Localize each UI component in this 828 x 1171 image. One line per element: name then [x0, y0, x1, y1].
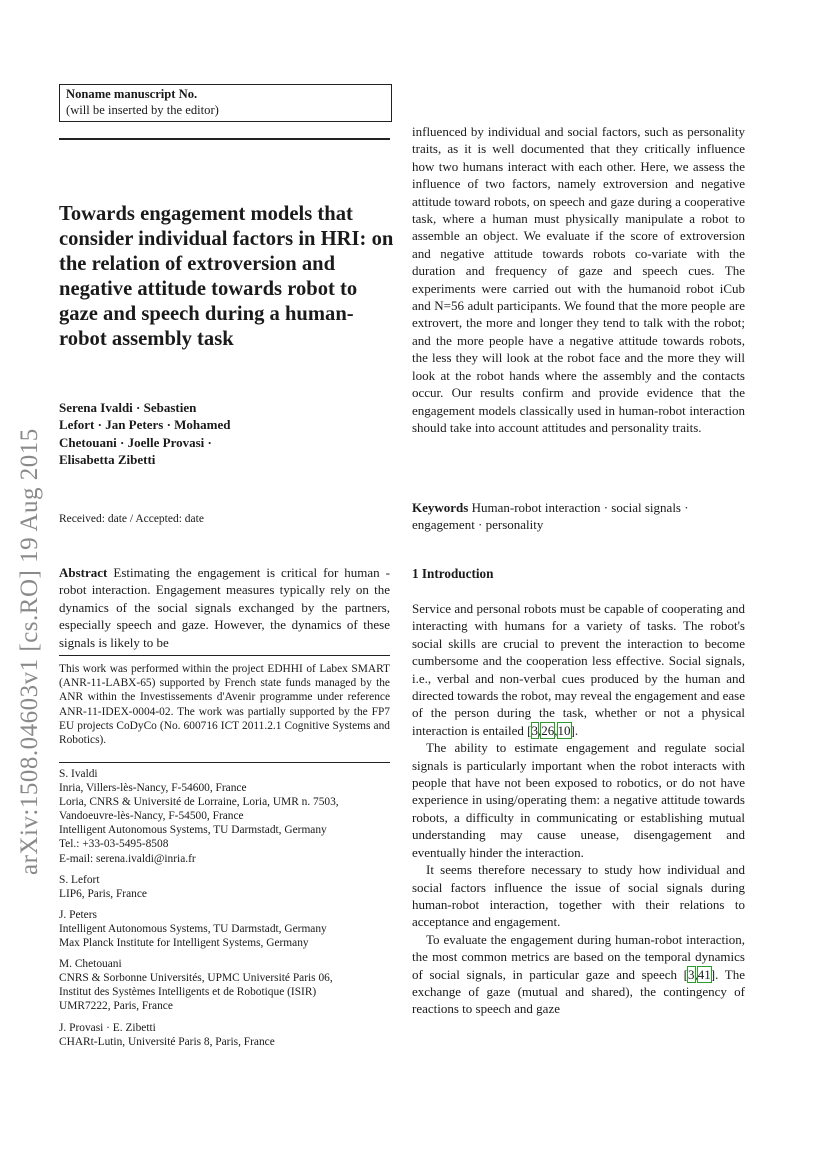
editor-note: (will be inserted by the editor): [66, 102, 219, 117]
affiliation-name: S. Lefort: [59, 873, 100, 886]
arxiv-identifier-stamp: arXiv:1508.04603v1 [cs.RO] 19 Aug 2015: [16, 428, 43, 875]
editor-box: [59, 84, 392, 122]
affiliation-email: E-mail: serena.ivaldi@inria.fr: [59, 852, 196, 865]
paragraph: The ability to estimate engagement and regulate social signals is particularly important when the robot interacts with people that have not been exposed to robotics, or do not have experience in using/operating them: a negative attitude towards robots, a difficulty in communicating or establishing mutual understanding may cause unease, disengagement and eventually hinder the interaction.: [412, 740, 745, 860]
affiliation-block: [59, 767, 390, 866]
affiliation-block: [59, 957, 390, 1013]
citation-link[interactable]: 3: [688, 966, 695, 982]
affiliation-line: Max Planck Institute for Intelligent Systems, Germany: [59, 937, 309, 950]
citation-group: [3,41]: [683, 966, 716, 982]
abstract-label: Abstract: [59, 565, 108, 580]
paper-title: Towards engagement models that consider individual factors in HRI: on the relation of extroversion and negative attitude towards robot to gaze and speech during a human-robot assembly task: [59, 203, 394, 350]
keywords: [412, 499, 752, 534]
affiliation-block: [59, 908, 390, 950]
affiliation-line: LIP6, Paris, France: [59, 887, 147, 900]
affiliation-block: [59, 873, 390, 901]
affiliation-name: J. Peters: [59, 908, 97, 921]
affiliation-name: J. Provasi · E. Zibetti: [59, 1021, 156, 1034]
affiliation-line: Intelligent Autonomous Systems, TU Darmstadt, Germany: [59, 922, 327, 935]
citation-link[interactable]: 10: [557, 722, 571, 738]
abstract-right-column: influenced by individual and social factors, such as personality traits, as it is well documented that they critically influence how two humans interact with each other. Here, we assess the influence of two factors, namely extroversion and negative attitude toward robots, on speech and gaze during a cooperative task, where a human must physically manipulate a robot to assemble an object. We evaluate if the score of extroversion and negative attitude towards robots co-variate with the duration and frequency of gaze and speech cues. The experiments were carried out with the humanoid robot iCub and N=56 adult participants. We found that the more people are extrovert, the more and longer they tend to talk with the robot; and the more people have a negative attitude towards robots, the less they will look at the robot face and the more they will look at the robot hands where the assembly and the contacts occur. Our results confirm and provide evidence that the engagement models classically used in human-robot interaction should take into account attitudes and personality traits.: [412, 124, 745, 435]
abstract-text-part1: Estimating the engagement is critical for human - robot interaction. Engagement measures typically rely on the dynamics of the social signals exchanged by the partners, especially speech and gaze. However, the dynamics of these signals is likely to be: [59, 565, 390, 650]
affiliation-line: Tel.: +33-03-5495-8508: [59, 838, 169, 851]
footnote-rule: [59, 655, 390, 656]
affiliation-line: UMR7222, Paris, France: [59, 1000, 173, 1013]
citation-link[interactable]: 41: [697, 966, 711, 982]
keywords-text: Human-robot interaction · social signals · engagement · personality: [412, 500, 689, 533]
paragraph-text: Service and personal robots must be capable of cooperating and interacting with humans for a variety of tasks. The robot's social skills are crucial to prevent the interaction to become cumbersome and the cooperation less effective. Social signals, i.e., verbal and non-verbal cues produced by the human and directed towards the robot, may reveal the engagement and ease of the person during the task, whether or not a physical interaction is entailed: [412, 601, 745, 738]
manuscript-number: Noname manuscript No.: [66, 87, 198, 101]
paragraph-end: . The exchange of gaze (mutual and shared), the contingency of reactions to speech and gaze: [412, 966, 745, 1017]
affiliation-line: Inria, Villers-lès-Nancy, F-54600, France: [59, 782, 247, 795]
affiliation-line: CHARt-Lutin, Université Paris 8, Paris, France: [59, 1035, 275, 1048]
title-rule: [59, 138, 390, 140]
affiliations: [59, 767, 390, 1056]
introduction-body: [412, 600, 745, 1018]
paragraph: It seems therefore necessary to study how individual and social factors influence the issue of social signals during human-robot interaction, together with their relations to acceptance and engagement.: [412, 862, 745, 930]
affiliation-line: Institut des Systèmes Intelligents et de Robotique (ISIR): [59, 986, 317, 999]
funding-footnote: This work was performed within the project EDHHI of Labex SMART (ANR-11-LABX-65) supported by French state funds managed by the ANR within the Investissements d'Avenir programme under reference ANR-11-IDEX-0004-02. The work was partially supported by the FP7 EU projects CoDyCo (No. 600716 ICT 2011.2.1 Cognitive Systems and Robotics).: [59, 663, 390, 747]
affiliation-name: S. Ivaldi: [59, 768, 98, 780]
paragraph: [412, 931, 745, 1018]
citation-group: [3,26,10]: [527, 722, 575, 738]
received-date: Received: date / Accepted: date: [59, 513, 204, 525]
affiliation-name: M. Chetouani: [59, 958, 122, 971]
affiliation-line: Vandoeuvre-lès-Nancy, F-54500, France: [59, 810, 244, 823]
affiliation-line: CNRS & Sorbonne Universités, UPMC Université Paris 06,: [59, 972, 333, 985]
affiliation-block: [59, 1021, 390, 1049]
affiliation-line: Loria, CNRS & Université de Lorraine, Loria, UMR n. 7503,: [59, 796, 339, 809]
keywords-label: Keywords: [412, 500, 469, 515]
citation-link[interactable]: 26: [541, 722, 555, 738]
paragraph-text: To evaluate the engagement during human-robot interaction, the most common metrics are based on the temporal dynamics of social signals, in particular gaze and speech: [412, 931, 745, 982]
paragraph-end: .: [574, 722, 579, 738]
abstract-left-column: [59, 564, 390, 651]
affiliation-line: Intelligent Autonomous Systems, TU Darmstadt, Germany: [59, 824, 327, 837]
author-list: Serena Ivaldi · Sebastien Lefort · Jan Peters · Mohamed Chetouani · Joelle Provasi · Elisabetta Zibetti: [59, 400, 231, 468]
citation-link[interactable]: 3: [531, 722, 538, 738]
section-heading-introduction: 1 Introduction: [412, 566, 494, 581]
paragraph: [412, 600, 745, 739]
affiliation-rule: [59, 762, 390, 763]
